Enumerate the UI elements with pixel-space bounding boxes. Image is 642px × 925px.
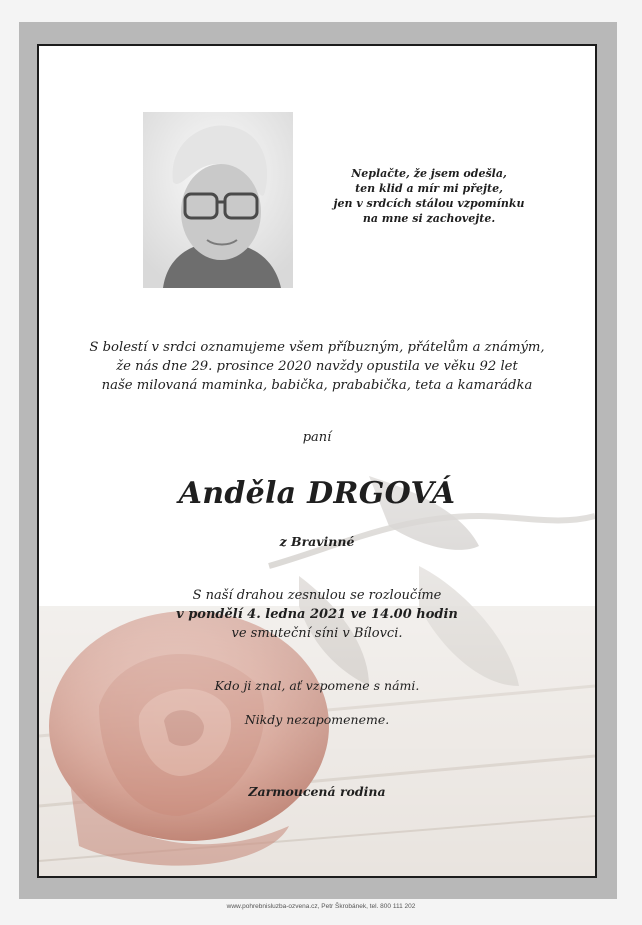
place-of-origin: z Bravinné [279,534,355,549]
funeral-service-footer: www.pohrebnisluzba-ozvenа.cz, Petr Škrobánek, tel. 800 111 202 [226,903,416,910]
announcement-text [49,338,585,395]
verse-line: Neplačte, že jsem odešla, [351,167,507,180]
announcement-line: S bolestí v srdci oznamujeme všem příbuzným, přátelům a známým, [89,340,545,355]
verse-line: ten klid a mír mi přejte, [355,182,503,195]
closing-line: Nikdy nezapomeneme. [244,712,390,727]
funeral-line: S naší drahou zesnulou se rozloučíme [192,588,442,603]
signature: Zarmoucená rodina [248,784,386,799]
verse-line: na mne si zachovejte. [362,212,496,225]
obituary-card [37,44,597,878]
announcement-line: naše milovaná maminka, babička, prababička, teta a kamarádka [101,378,533,393]
funeral-date: v pondělí 4. ledna 2021 ve 14.00 hodin [176,607,458,622]
salutation: paní [302,430,332,445]
memorial-verse [319,166,539,226]
portrait-photo [143,112,293,288]
announcement-line: že nás dne 29. prosince 2020 navždy opustila ve věku 92 let [116,359,518,374]
funeral-details [39,586,595,643]
verse-line: jen v srdcích stálou vzpomínku [333,197,525,210]
funeral-place: ve smuteční síni v Bílovci. [231,626,403,641]
deceased-name: Anděla DRGOVÁ [178,476,456,511]
closing-line: Kdo ji znal, ať vzpomene s námi. [214,678,420,693]
